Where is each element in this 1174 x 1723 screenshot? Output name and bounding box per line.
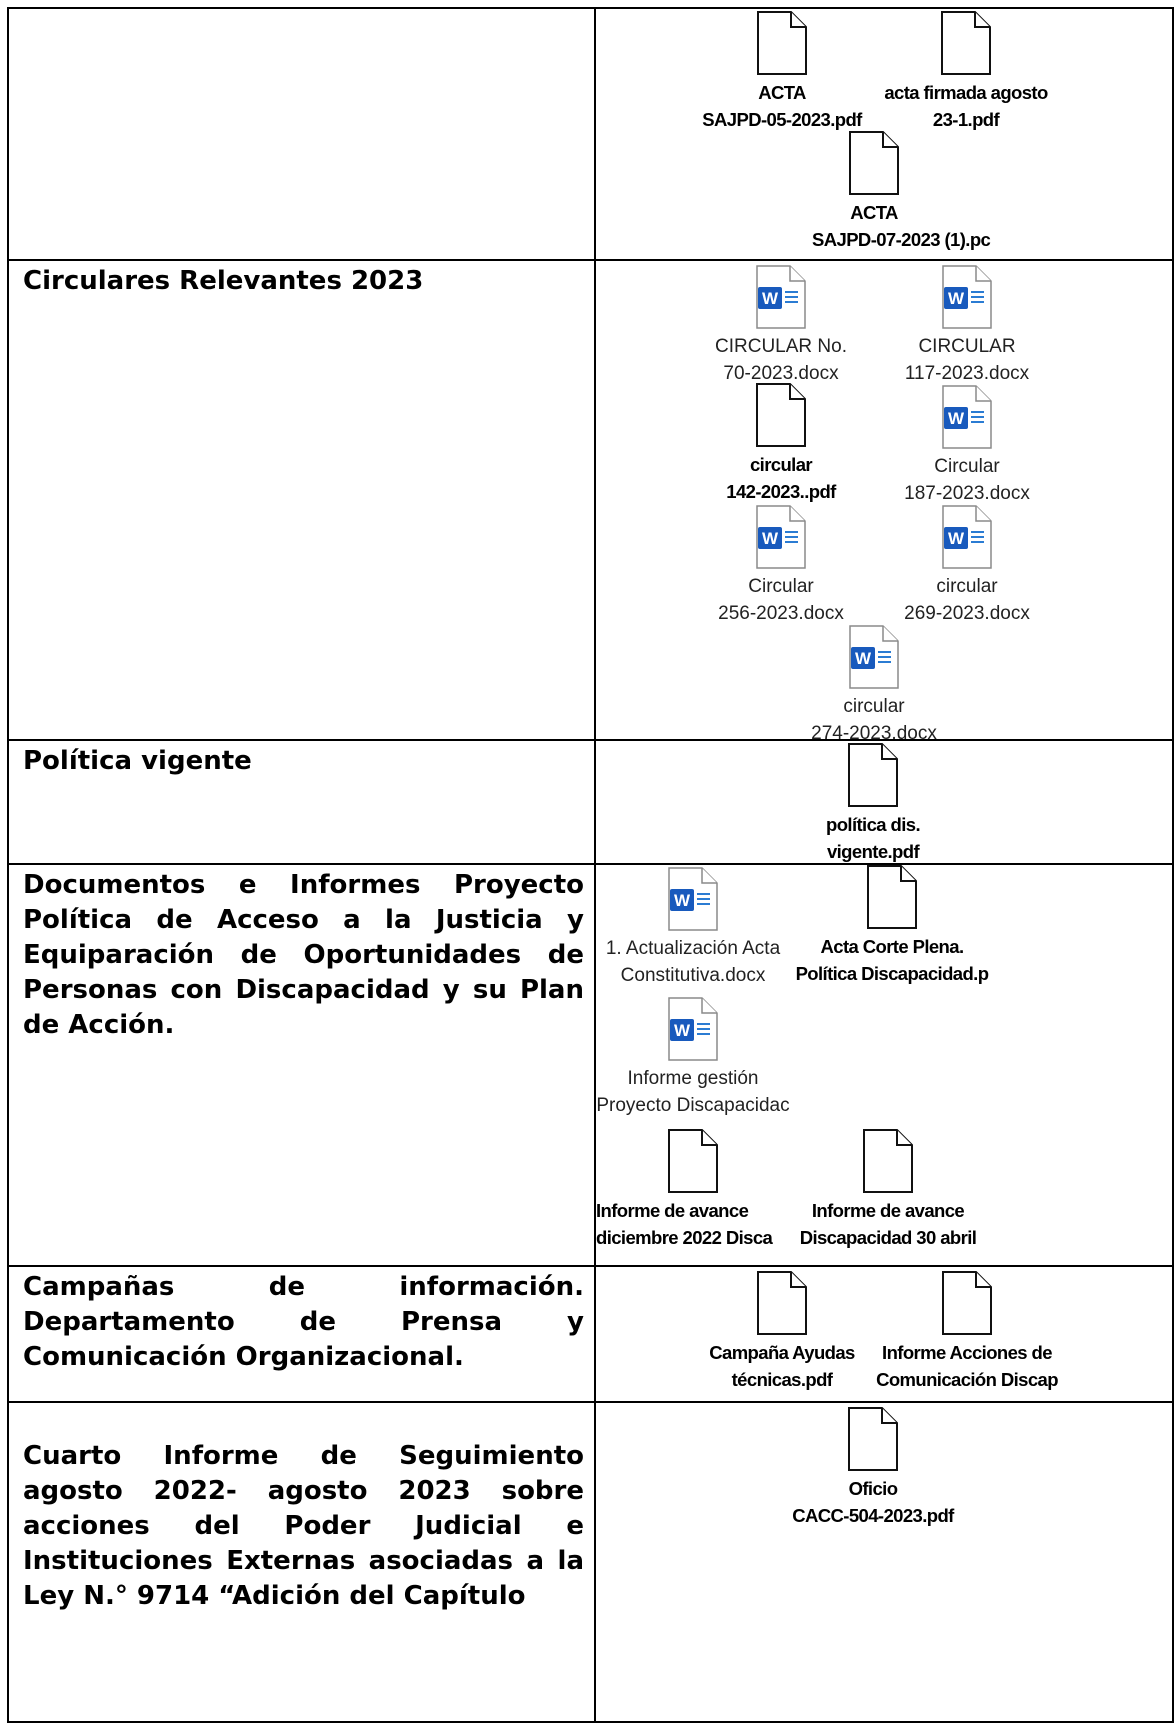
pdf-file-icon: [677, 11, 887, 75]
svg-text:W: W: [673, 891, 691, 910]
attachment-politica-vigente[interactable]: [768, 743, 978, 865]
svg-text:W: W: [761, 529, 779, 548]
pdf-file-icon: [768, 1407, 978, 1471]
word-document-icon: [862, 265, 1072, 329]
svg-text:W: W: [947, 529, 965, 548]
attachment-name: ACTA SAJPD-07-2023 (1).pc: [812, 202, 991, 250]
pdf-file-icon: [862, 1271, 1072, 1335]
row-label: Cuarto Informe de Seguimiento agosto 2022- agosto 2023 sobre acciones del Poder Judicial e Instituciones Externas asociadas a la Ley N.° 9714 “Adición del Capítulo: [23, 1441, 584, 1611]
svg-text:W: W: [673, 1021, 691, 1040]
attachment-acta-sajpd-07[interactable]: [769, 131, 991, 253]
attachment-name: Campaña Ayudas técnicas.pdf: [709, 1342, 855, 1390]
attachment-informe-gestion[interactable]: [588, 997, 798, 1119]
row-files-cell: [595, 1402, 1173, 1722]
attachment-name: circular 274-2023.docx: [811, 696, 937, 744]
attachment-name: circular 142-2023..pdf: [726, 454, 836, 502]
table-row: [8, 260, 1173, 740]
attachment-name: política dis. vigente.pdf: [826, 814, 920, 862]
attachment-circular-70[interactable]: [676, 265, 886, 387]
pdf-file-icon: [588, 1129, 798, 1193]
attachment-name: CIRCULAR No. 70-2023.docx: [715, 336, 847, 384]
row-files-cell: [595, 864, 1173, 1266]
row-label: Campañas de información. Departamento de Prensa y Comunicación Organizacional.: [23, 1272, 584, 1372]
svg-text:W: W: [947, 409, 965, 428]
row-label-cell: [8, 1266, 595, 1402]
word-document-icon: [862, 505, 1072, 569]
attachment-oficio-cacc[interactable]: [768, 1407, 978, 1529]
attachment-circular-117[interactable]: [862, 265, 1072, 387]
attachment-name: Circular 256-2023.docx: [718, 576, 844, 624]
attachment-name: acta firmada agosto 23-1.pdf: [884, 82, 1048, 130]
attachment-circular-187[interactable]: [862, 385, 1072, 507]
svg-text:W: W: [761, 289, 779, 308]
row-label: [9, 9, 594, 12]
attachments-table: [7, 7, 1174, 1723]
svg-text:W: W: [947, 289, 965, 308]
row-label-cell: [8, 260, 595, 740]
pdf-file-icon: [768, 743, 978, 807]
word-document-icon: [588, 997, 798, 1061]
attachment-circular-269[interactable]: [862, 505, 1072, 627]
row-label-cell: [8, 8, 595, 260]
row-label: Documentos e Informes Proyecto Política de Acceso a la Justicia y Equiparación de Oportunidades de Personas con Discapacidad y su Plan de Acción.: [23, 870, 584, 1040]
table-row: [8, 864, 1173, 1266]
attachment-name: Acta Corte Plena. Política Discapacidad.p: [795, 936, 989, 984]
attachment-acta-corte-plena[interactable]: [787, 865, 997, 987]
row-label: Política vigente: [23, 746, 252, 776]
attachment-actualizacion-acta[interactable]: [588, 867, 798, 989]
attachment-name: circular 269-2023.docx: [904, 576, 1030, 624]
attachment-name: 1. Actualización Acta Constitutiva.docx: [605, 938, 781, 986]
attachment-circular-142[interactable]: [676, 383, 886, 505]
pdf-file-icon: [769, 131, 979, 195]
attachment-name: ACTA SAJPD-05-2023.pdf: [702, 82, 862, 130]
attachment-name: Informe Acciones de Comunicación Discap: [876, 1342, 1058, 1390]
attachment-name: Oficio CACC-504-2023.pdf: [792, 1478, 954, 1526]
attachment-name: Informe de avance diciembre 2022 Disca: [596, 1200, 773, 1248]
row-label: Circulares Relevantes 2023: [23, 266, 424, 296]
attachment-informe-acciones[interactable]: [862, 1271, 1072, 1393]
pdf-file-icon: [787, 865, 997, 929]
table-row: [8, 1402, 1173, 1722]
row-files-cell: [595, 8, 1173, 260]
row-files-cell: [595, 260, 1173, 744]
attachment-informe-avance-diciembre[interactable]: [588, 1129, 798, 1251]
word-document-icon: [862, 385, 1072, 449]
word-document-icon: [769, 625, 979, 689]
pdf-file-icon: [783, 1129, 993, 1193]
table-row: [8, 740, 1173, 864]
word-document-icon: [676, 265, 886, 329]
attachment-informe-avance-abril[interactable]: [783, 1129, 993, 1251]
attachment-acta-firmada-agosto[interactable]: [861, 11, 1071, 133]
pdf-file-icon: [861, 11, 1071, 75]
attachment-circular-274[interactable]: [769, 625, 979, 747]
row-files-cell: [595, 740, 1173, 864]
word-document-icon: [676, 505, 886, 569]
word-document-icon: [588, 867, 798, 931]
attachment-name: Circular 187-2023.docx: [904, 456, 1030, 504]
table-row: [8, 8, 1173, 260]
row-label-cell: [8, 864, 595, 1266]
table-row: [8, 1266, 1173, 1402]
attachment-campana-ayudas[interactable]: [677, 1271, 887, 1393]
attachment-name: Informe gestión Proyecto Discapacidac: [596, 1068, 790, 1116]
pdf-file-icon: [676, 383, 886, 447]
row-files-cell: [595, 1266, 1173, 1402]
row-label-cell: [8, 740, 595, 864]
attachment-circular-256[interactable]: [676, 505, 886, 627]
attachment-name: Informe de avance Discapacidad 30 abril: [799, 1200, 977, 1248]
svg-text:W: W: [854, 649, 872, 668]
row-label-cell: [8, 1402, 595, 1722]
attachment-name: CIRCULAR 117-2023.docx: [904, 336, 1030, 384]
attachment-acta-sajpd-05[interactable]: [677, 11, 887, 133]
pdf-file-icon: [677, 1271, 887, 1335]
